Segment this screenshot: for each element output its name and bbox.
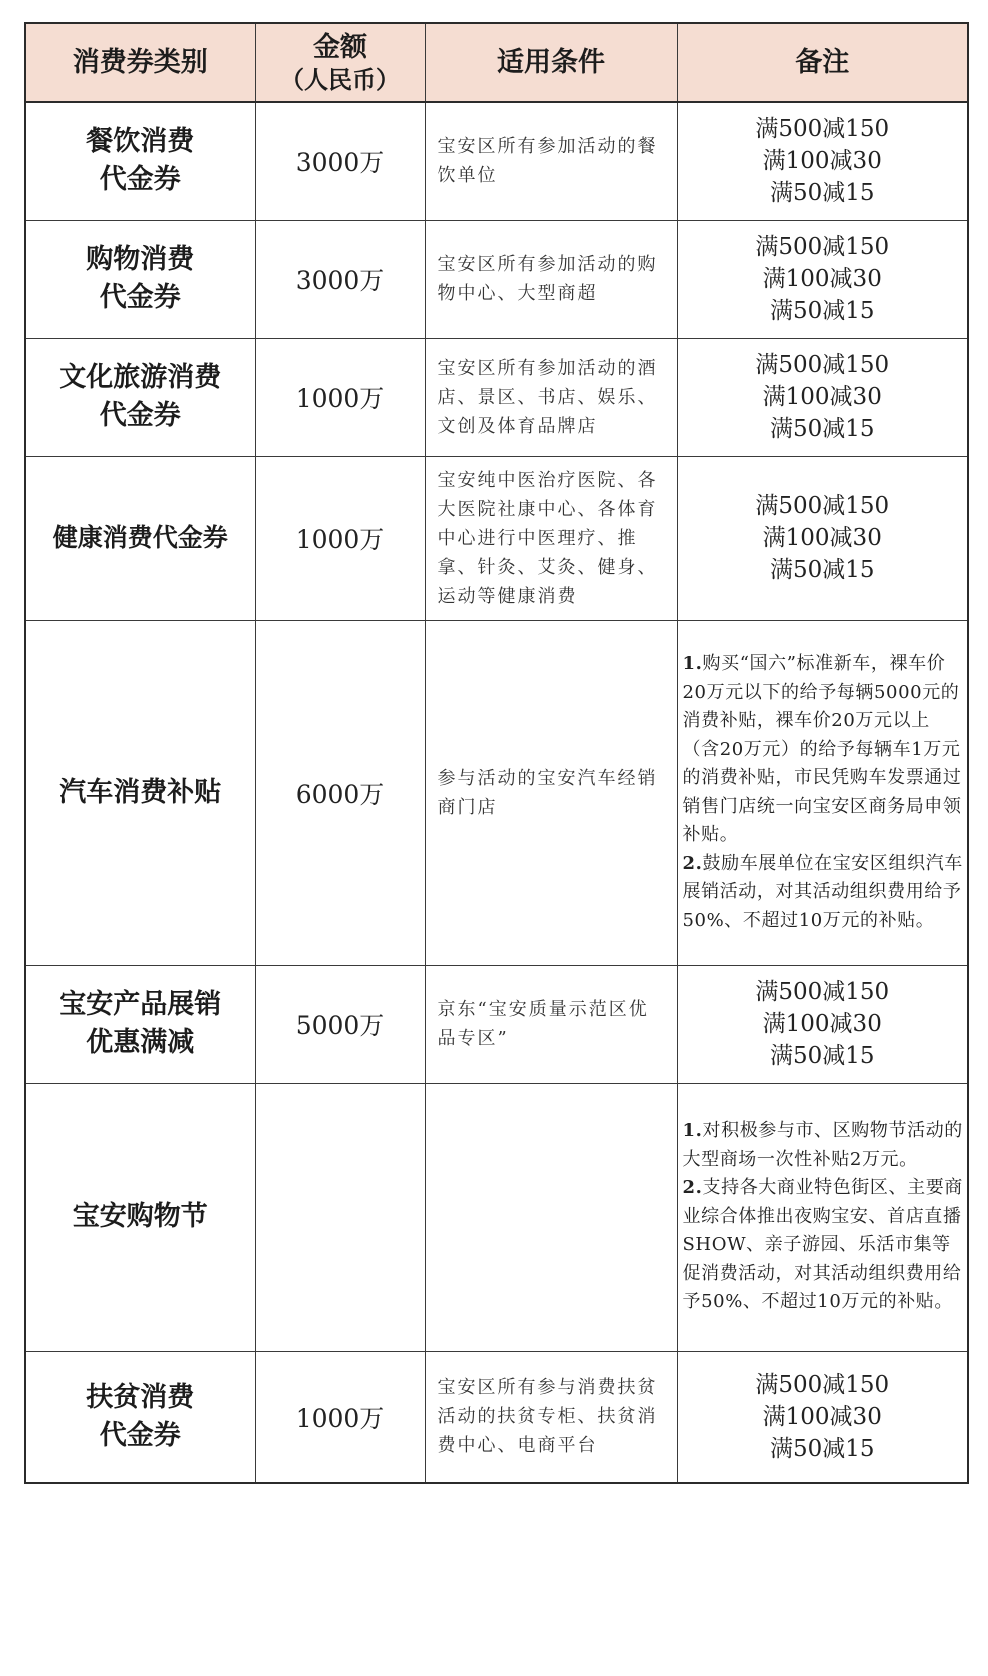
category-cell: 文化旅游消费 代金券: [25, 338, 255, 456]
category-cell: 宝安购物节: [25, 1083, 255, 1351]
conditions-cell: 宝安区所有参与消费扶贫活动的扶贫专柜、扶贫消费中心、电商平台: [425, 1351, 677, 1483]
amount-cell: 1000万: [255, 456, 425, 620]
amount-cell: 3000万: [255, 102, 425, 220]
notes-cell: 满500减150 满100减30 满50减15: [677, 965, 968, 1083]
notes-cell: 满500减150 满100减30 满50减15: [677, 102, 968, 220]
table-row: [25, 456, 968, 620]
category-cell: 购物消费 代金券: [25, 220, 255, 338]
table-row: [25, 620, 968, 965]
voucher-table-container: [24, 22, 967, 1484]
notes-cell: [677, 620, 968, 965]
table-row: [25, 965, 968, 1083]
note-paragraph: 2.支持各大商业特色街区、主要商业综合体推出夜购宝安、首店直播 SHOW、亲子游园、乐活市集等促消费活动，对其活动组织费用给予50%、不超过10万元的补贴。: [682, 1177, 963, 1313]
table-row: [25, 1351, 968, 1483]
note-paragraph: 1.对积极参与市、区购物节活动的大型商场一次性补贴2万元。: [682, 1120, 963, 1170]
amount-cell: 1000万: [255, 338, 425, 456]
category-cell: 汽车消费补贴: [25, 620, 255, 965]
table-row: [25, 102, 968, 220]
notes-cell: 满500减150 满100减30 满50减15: [677, 338, 968, 456]
amount-cell: 5000万: [255, 965, 425, 1083]
table-row: [25, 338, 968, 456]
amount-cell: 6000万: [255, 620, 425, 965]
category-cell: 扶贫消费 代金券: [25, 1351, 255, 1483]
notes-cell: 满500减150 满100减30 满50减15: [677, 220, 968, 338]
amount-cell: 1000万: [255, 1351, 425, 1483]
table-row: [25, 220, 968, 338]
conditions-cell: 参与活动的宝安汽车经销商门店: [425, 620, 677, 965]
header-conditions: 适用条件: [425, 23, 677, 102]
note-paragraph: 2.鼓励车展单位在宝安区组织汽车展销活动，对其活动组织费用给予50%、不超过10万元的补贴。: [682, 852, 963, 931]
category-cell: 宝安产品展销 优惠满减: [25, 965, 255, 1083]
voucher-table: [24, 22, 969, 1484]
note-paragraph: 1.购买“国六”标准新车，裸车价20万元以下的给予每辆5000元的消费补贴，裸车价20万元以上（含20万元）的给予每辆车1万元的消费补贴，市民凭购车发票通过销售门店统一向宝安区商务局申领补贴。: [682, 653, 962, 845]
table-header-row: [25, 23, 968, 102]
header-notes: 备注: [677, 23, 968, 102]
category-cell: 餐饮消费 代金券: [25, 102, 255, 220]
conditions-cell: 京东“宝安质量示范区优品专区”: [425, 965, 677, 1083]
conditions-cell: 宝安区所有参加活动的购物中心、大型商超: [425, 220, 677, 338]
conditions-cell: [425, 1083, 677, 1351]
amount-cell: [255, 1083, 425, 1351]
notes-cell: 满500减150 满100减30 满50减15: [677, 456, 968, 620]
conditions-cell: 宝安区所有参加活动的酒店、景区、书店、娱乐、文创及体育品牌店: [425, 338, 677, 456]
notes-cell: 满500减150 满100减30 满50减15: [677, 1351, 968, 1483]
header-amount: 金额 （人民币）: [255, 23, 425, 102]
category-cell: 健康消费代金券: [25, 456, 255, 620]
header-category: 消费券类别: [25, 23, 255, 102]
amount-cell: 3000万: [255, 220, 425, 338]
conditions-cell: 宝安纯中医治疗医院、各大医院社康中心、各体育中心进行中医理疗、推拿、针灸、艾灸、健身、运动等健康消费: [425, 456, 677, 620]
conditions-cell: 宝安区所有参加活动的餐饮单位: [425, 102, 677, 220]
table-row: [25, 1083, 968, 1351]
notes-cell: [677, 1083, 968, 1351]
